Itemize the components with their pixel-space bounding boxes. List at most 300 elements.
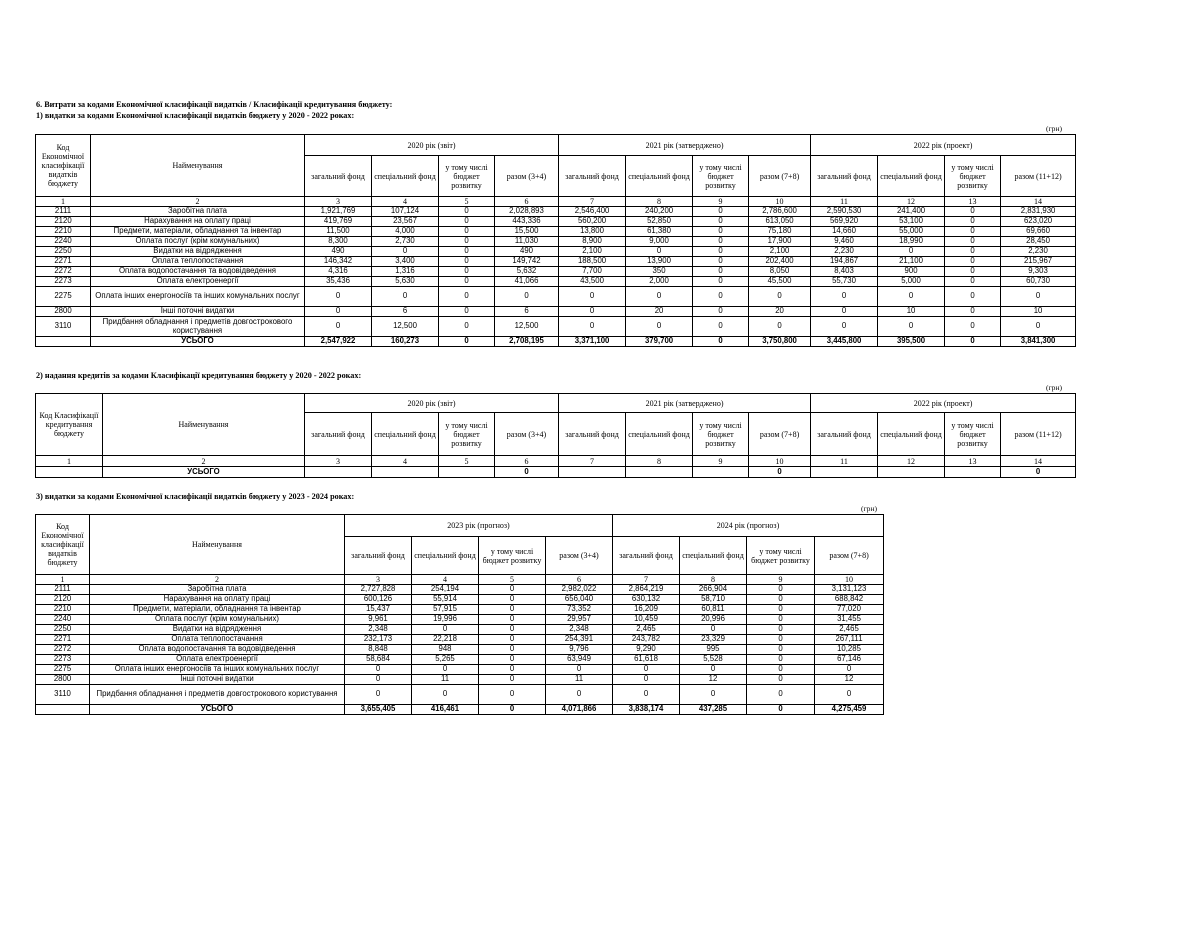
row-value: 146,342 xyxy=(305,257,372,267)
row-value: 0 xyxy=(815,665,884,675)
total-value: 4,275,459 xyxy=(815,705,884,715)
row-name: Нарахування на оплату праці xyxy=(91,217,305,227)
row-value: 0 xyxy=(479,645,546,655)
row-value: 0 xyxy=(439,227,495,237)
row-value: 11,030 xyxy=(495,237,559,247)
table-row xyxy=(36,267,1076,277)
col-special-fund: спеціальний фонд xyxy=(878,156,945,197)
row-value: 20 xyxy=(749,307,811,317)
row-value: 0 xyxy=(479,615,546,625)
row-value: 560,200 xyxy=(559,217,626,227)
col-development: у тому числі бюджет розвитку xyxy=(945,156,1001,197)
col-number: 9 xyxy=(693,456,749,467)
row-value: 9,460 xyxy=(811,237,878,247)
table-row xyxy=(36,585,884,595)
code-header: Код Економічної класифікації видатків бюджету xyxy=(36,135,91,197)
row-value: 0 xyxy=(479,595,546,605)
row-code: 2111 xyxy=(36,207,91,217)
expenses-table-2020-2022 xyxy=(35,134,1076,347)
row-value: 6 xyxy=(495,307,559,317)
row-value: 0 xyxy=(693,217,749,227)
row-value: 0 xyxy=(693,237,749,247)
row-value: 29,957 xyxy=(546,615,613,625)
col-number: 11 xyxy=(811,456,878,467)
row-name: Предмети, матеріали, обладнання та інвентар xyxy=(91,227,305,237)
year-2024-header: 2024 рік (прогноз) xyxy=(613,515,884,537)
row-value: 0 xyxy=(439,307,495,317)
row-value: 0 xyxy=(693,277,749,287)
col-development: у тому числі бюджет розвитку xyxy=(945,413,1001,456)
total-cell: 0 xyxy=(1001,467,1076,478)
row-value: 149,742 xyxy=(495,257,559,267)
row-code: 2120 xyxy=(36,217,91,227)
row-name: Оплата послуг (крім комунальних) xyxy=(91,237,305,247)
table-row xyxy=(36,655,884,665)
row-value: 9,796 xyxy=(546,645,613,655)
row-code: 2250 xyxy=(36,625,90,635)
name-header: Найменування xyxy=(91,135,305,197)
row-value: 2,465 xyxy=(815,625,884,635)
row-value: 215,967 xyxy=(1001,257,1076,267)
row-value: 0 xyxy=(945,207,1001,217)
row-value: 0 xyxy=(439,237,495,247)
row-value: 6 xyxy=(372,307,439,317)
col-number: 2 xyxy=(90,575,345,585)
row-value: 0 xyxy=(479,675,546,685)
table-row xyxy=(36,625,884,635)
total-cell xyxy=(878,467,945,478)
total-value: 395,500 xyxy=(878,337,945,347)
row-value: 0 xyxy=(626,247,693,257)
col-development: у тому числі бюджет розвитку xyxy=(479,537,546,575)
row-value: 0 xyxy=(479,585,546,595)
total-value: 3,750,800 xyxy=(749,337,811,347)
row-value: 0 xyxy=(749,317,811,337)
row-value: 10 xyxy=(1001,307,1076,317)
col-number: 4 xyxy=(412,575,479,585)
row-value: 0 xyxy=(747,625,815,635)
row-value: 41,066 xyxy=(495,277,559,287)
row-code: 2120 xyxy=(36,595,90,605)
row-code: 2272 xyxy=(36,645,90,655)
row-value: 69,660 xyxy=(1001,227,1076,237)
row-value: 2,100 xyxy=(749,247,811,257)
code-header: Код Економічної класифікації видатків бюджету xyxy=(36,515,90,575)
total-value: 4,071,866 xyxy=(546,705,613,715)
row-value: 0 xyxy=(372,287,439,307)
total-cell: 0 xyxy=(749,467,811,478)
row-value: 0 xyxy=(945,227,1001,237)
row-value: 8,848 xyxy=(345,645,412,655)
row-value: 57,915 xyxy=(412,605,479,615)
row-value: 5,630 xyxy=(372,277,439,287)
col-number: 9 xyxy=(693,197,749,207)
col-special-fund: спеціальний фонд xyxy=(626,156,693,197)
row-value: 10,459 xyxy=(613,615,680,625)
row-code: 2800 xyxy=(36,675,90,685)
total-value: 3,838,174 xyxy=(613,705,680,715)
row-value: 0 xyxy=(305,287,372,307)
row-code: 2240 xyxy=(36,237,91,247)
row-value: 443,336 xyxy=(495,217,559,227)
row-value: 350 xyxy=(626,267,693,277)
row-value: 8,900 xyxy=(559,237,626,247)
row-value: 52,850 xyxy=(626,217,693,227)
row-value: 0 xyxy=(693,227,749,237)
row-value: 3,400 xyxy=(372,257,439,267)
year-2023-header: 2023 рік (прогноз) xyxy=(345,515,613,537)
year-2020-header: 2020 рік (звіт) xyxy=(305,394,559,413)
row-value: 0 xyxy=(693,287,749,307)
col-number: 6 xyxy=(495,197,559,207)
row-value: 18,990 xyxy=(878,237,945,247)
row-value: 21,100 xyxy=(878,257,945,267)
row-value: 613,050 xyxy=(749,217,811,227)
row-value: 0 xyxy=(1001,287,1076,307)
row-value: 0 xyxy=(693,207,749,217)
total-value: 3,655,405 xyxy=(345,705,412,715)
row-value: 4,000 xyxy=(372,227,439,237)
table-row xyxy=(36,645,884,655)
row-value: 77,020 xyxy=(815,605,884,615)
row-name: Видатки на відрядження xyxy=(91,247,305,257)
col-sum: разом (11+12) xyxy=(1001,156,1076,197)
col-general-fund: загальний фонд xyxy=(613,537,680,575)
row-value: 0 xyxy=(439,247,495,257)
total-cell xyxy=(36,467,103,478)
col-number: 8 xyxy=(626,456,693,467)
row-value: 0 xyxy=(945,287,1001,307)
row-value: 0 xyxy=(305,317,372,337)
col-general-fund: загальний фонд xyxy=(305,156,372,197)
year-2021-header: 2021 рік (затверджено) xyxy=(559,135,811,156)
row-value: 0 xyxy=(747,675,815,685)
row-value: 0 xyxy=(439,287,495,307)
row-value: 2,230 xyxy=(1001,247,1076,257)
unit-label-1: (грн) xyxy=(1046,124,1063,133)
row-name: Оплата електроенергії xyxy=(90,655,345,665)
row-value: 2,831,930 xyxy=(1001,207,1076,217)
total-value: 160,273 xyxy=(372,337,439,347)
total-cell xyxy=(439,467,495,478)
row-code: 2800 xyxy=(36,307,91,317)
row-value: 490 xyxy=(305,247,372,257)
row-value: 12 xyxy=(815,675,884,685)
table-row xyxy=(36,257,1076,267)
row-value: 55,730 xyxy=(811,277,878,287)
row-value: 0 xyxy=(747,655,815,665)
total-value: 416,461 xyxy=(412,705,479,715)
col-number: 2 xyxy=(91,197,305,207)
subheading-1: 1) видатки за кодами Економічної класифікації видатків бюджету у 2020 - 2022 роках: xyxy=(36,111,355,120)
total-cell xyxy=(372,467,439,478)
row-value: 2,864,219 xyxy=(613,585,680,595)
name-header: Найменування xyxy=(103,394,305,456)
row-name: Оплата послуг (крім комунальних) xyxy=(90,615,345,625)
row-value: 243,782 xyxy=(613,635,680,645)
row-value: 0 xyxy=(747,585,815,595)
col-sum: разом (3+4) xyxy=(495,413,559,456)
col-number: 7 xyxy=(559,197,626,207)
row-value: 7,700 xyxy=(559,267,626,277)
row-value: 45,500 xyxy=(749,277,811,287)
row-value: 0 xyxy=(945,307,1001,317)
row-code: 2250 xyxy=(36,247,91,257)
row-value: 0 xyxy=(412,625,479,635)
table-row xyxy=(36,675,884,685)
col-development: у тому числі бюджет розвитку xyxy=(747,537,815,575)
row-value: 16,209 xyxy=(613,605,680,615)
row-value: 107,124 xyxy=(372,207,439,217)
row-value: 0 xyxy=(559,307,626,317)
row-value: 2,000 xyxy=(626,277,693,287)
total-cell xyxy=(693,467,749,478)
year-2022-header: 2022 рік (проект) xyxy=(811,135,1076,156)
col-number: 8 xyxy=(680,575,747,585)
col-sum: разом (7+8) xyxy=(749,156,811,197)
row-value: 0 xyxy=(479,655,546,665)
row-value: 0 xyxy=(693,317,749,337)
total-value: 0 xyxy=(747,705,815,715)
row-value: 0 xyxy=(439,317,495,337)
row-value: 0 xyxy=(945,277,1001,287)
row-value: 0 xyxy=(945,257,1001,267)
row-value: 73,352 xyxy=(546,605,613,615)
row-value: 0 xyxy=(479,635,546,645)
total-cell xyxy=(305,467,372,478)
row-value: 995 xyxy=(680,645,747,655)
col-number: 14 xyxy=(1001,197,1076,207)
row-value: 23,567 xyxy=(372,217,439,227)
row-code: 3110 xyxy=(36,685,90,705)
row-name: Оплата водопостачання та водовідведення xyxy=(90,645,345,655)
row-value: 10 xyxy=(878,307,945,317)
row-value: 60,811 xyxy=(680,605,747,615)
row-value: 12 xyxy=(680,675,747,685)
col-special-fund: спеціальний фонд xyxy=(680,537,747,575)
row-value: 0 xyxy=(345,685,412,705)
row-value: 0 xyxy=(439,207,495,217)
total-value: 0 xyxy=(945,337,1001,347)
row-value: 0 xyxy=(811,317,878,337)
col-number: 1 xyxy=(36,575,90,585)
col-general-fund: загальний фонд xyxy=(559,413,626,456)
table-row xyxy=(36,217,1076,227)
col-development: у тому числі бюджет розвитку xyxy=(693,156,749,197)
row-value: 0 xyxy=(546,685,613,705)
year-2021-header: 2021 рік (затверджено) xyxy=(559,394,811,413)
row-name: Оплата інших енергоносіїв та інших комунальних послуг xyxy=(91,287,305,307)
row-value: 600,126 xyxy=(345,595,412,605)
row-value: 0 xyxy=(546,665,613,675)
col-number: 3 xyxy=(305,456,372,467)
row-value: 0 xyxy=(747,605,815,615)
row-value: 630,132 xyxy=(613,595,680,605)
total-label: УСЬОГО xyxy=(103,467,305,478)
subheading-2: 2) надання кредитів за кодами Класифікації кредитування бюджету у 2020 - 2022 роках: xyxy=(36,371,362,380)
row-value: 232,173 xyxy=(345,635,412,645)
row-code: 2111 xyxy=(36,585,90,595)
row-value: 23,329 xyxy=(680,635,747,645)
row-value: 0 xyxy=(811,287,878,307)
row-value: 0 xyxy=(613,675,680,685)
row-value: 2,727,828 xyxy=(345,585,412,595)
row-value: 13,900 xyxy=(626,257,693,267)
row-value: 11 xyxy=(412,675,479,685)
row-value: 13,800 xyxy=(559,227,626,237)
row-value: 0 xyxy=(680,685,747,705)
row-value: 266,904 xyxy=(680,585,747,595)
row-value: 2,465 xyxy=(613,625,680,635)
table-row xyxy=(36,227,1076,237)
row-value: 240,200 xyxy=(626,207,693,217)
col-number: 6 xyxy=(495,456,559,467)
col-development: у тому числі бюджет розвитку xyxy=(439,156,495,197)
col-number: 8 xyxy=(626,197,693,207)
row-value: 0 xyxy=(479,665,546,675)
col-number: 7 xyxy=(559,456,626,467)
row-value: 0 xyxy=(945,237,1001,247)
row-value: 0 xyxy=(412,665,479,675)
table-row xyxy=(36,635,884,645)
total-value: 3,371,100 xyxy=(559,337,626,347)
row-value: 61,380 xyxy=(626,227,693,237)
row-code: 2240 xyxy=(36,615,90,625)
col-general-fund: загальний фонд xyxy=(305,413,372,456)
row-code: 2275 xyxy=(36,665,90,675)
table-row xyxy=(36,207,1076,217)
year-2022-header: 2022 рік (проект) xyxy=(811,394,1076,413)
row-name: Заробітна плата xyxy=(90,585,345,595)
expenses-table-2023-2024 xyxy=(35,514,884,715)
row-value: 9,961 xyxy=(345,615,412,625)
row-value: 254,391 xyxy=(546,635,613,645)
row-value: 2,546,400 xyxy=(559,207,626,217)
row-value: 194,867 xyxy=(811,257,878,267)
col-number: 13 xyxy=(945,197,1001,207)
col-general-fund: загальний фонд xyxy=(811,156,878,197)
row-value: 0 xyxy=(878,287,945,307)
row-value: 58,684 xyxy=(345,655,412,665)
row-name: Оплата електроенергії xyxy=(91,277,305,287)
col-number: 1 xyxy=(36,456,103,467)
row-value: 0 xyxy=(945,247,1001,257)
row-value: 0 xyxy=(878,317,945,337)
row-value: 20 xyxy=(626,307,693,317)
row-value: 0 xyxy=(345,665,412,675)
row-value: 0 xyxy=(693,247,749,257)
year-2020-header: 2020 рік (звіт) xyxy=(305,135,559,156)
row-value: 2,100 xyxy=(559,247,626,257)
row-value: 0 xyxy=(1001,317,1076,337)
col-number: 7 xyxy=(613,575,680,585)
row-value: 15,437 xyxy=(345,605,412,615)
row-value: 8,403 xyxy=(811,267,878,277)
row-value: 9,000 xyxy=(626,237,693,247)
row-name: Інші поточні видатки xyxy=(90,675,345,685)
row-value: 688,842 xyxy=(815,595,884,605)
total-cell xyxy=(811,467,878,478)
row-value: 0 xyxy=(626,317,693,337)
row-code: 2273 xyxy=(36,655,90,665)
row-value: 0 xyxy=(747,665,815,675)
row-name: Оплата теплопостачання xyxy=(90,635,345,645)
row-code: 2273 xyxy=(36,277,91,287)
col-number: 5 xyxy=(479,575,546,585)
row-value: 0 xyxy=(479,625,546,635)
row-name: Оплата інших енергоносіїв та інших комунальних послуг xyxy=(90,665,345,675)
total-row xyxy=(36,337,1076,347)
row-value: 0 xyxy=(479,605,546,615)
col-number: 11 xyxy=(811,197,878,207)
row-value: 0 xyxy=(945,267,1001,277)
row-name: Інші поточні видатки xyxy=(91,307,305,317)
row-value: 43,500 xyxy=(559,277,626,287)
row-value: 60,730 xyxy=(1001,277,1076,287)
total-cell xyxy=(36,337,91,347)
col-sum: разом (3+4) xyxy=(546,537,613,575)
col-number: 4 xyxy=(372,197,439,207)
total-value: 3,445,800 xyxy=(811,337,878,347)
subheading-3: 3) видатки за кодами Економічної класифікації видатків бюджету у 2023 - 2024 роках: xyxy=(36,492,355,501)
table-row xyxy=(36,317,1076,337)
col-special-fund: спеціальний фонд xyxy=(626,413,693,456)
row-value: 15,500 xyxy=(495,227,559,237)
row-value: 900 xyxy=(878,267,945,277)
col-special-fund: спеціальний фонд xyxy=(412,537,479,575)
row-value: 20,996 xyxy=(680,615,747,625)
col-development: у тому числі бюджет розвитку xyxy=(693,413,749,456)
row-value: 19,996 xyxy=(412,615,479,625)
row-value: 0 xyxy=(495,287,559,307)
total-value: 0 xyxy=(693,337,749,347)
row-value: 2,230 xyxy=(811,247,878,257)
row-name: Придбання обладнання і предметів довгострокового користування xyxy=(90,685,345,705)
row-value: 0 xyxy=(613,665,680,675)
col-sum: разом (7+8) xyxy=(815,537,884,575)
row-value: 2,028,893 xyxy=(495,207,559,217)
row-code: 2210 xyxy=(36,227,91,237)
row-name: Оплата теплопостачання xyxy=(91,257,305,267)
col-number: 5 xyxy=(439,197,495,207)
name-header: Найменування xyxy=(90,515,345,575)
row-value: 0 xyxy=(693,257,749,267)
row-value: 241,400 xyxy=(878,207,945,217)
row-value: 14,660 xyxy=(811,227,878,237)
row-value: 419,769 xyxy=(305,217,372,227)
row-value: 267,111 xyxy=(815,635,884,645)
row-value: 188,500 xyxy=(559,257,626,267)
row-value: 1,316 xyxy=(372,267,439,277)
col-number: 13 xyxy=(945,456,1001,467)
row-code: 2271 xyxy=(36,257,91,267)
table-row xyxy=(36,237,1076,247)
row-value: 490 xyxy=(495,247,559,257)
col-number: 10 xyxy=(815,575,884,585)
total-value: 2,708,195 xyxy=(495,337,559,347)
row-value: 1,921,769 xyxy=(305,207,372,217)
row-value: 0 xyxy=(680,625,747,635)
row-name: Заробітна плата xyxy=(91,207,305,217)
row-value: 5,000 xyxy=(878,277,945,287)
row-value: 0 xyxy=(680,665,747,675)
total-value: 0 xyxy=(439,337,495,347)
table-row xyxy=(36,307,1076,317)
col-number: 2 xyxy=(103,456,305,467)
row-value: 0 xyxy=(693,267,749,277)
col-number: 10 xyxy=(749,197,811,207)
row-value: 0 xyxy=(479,685,546,705)
